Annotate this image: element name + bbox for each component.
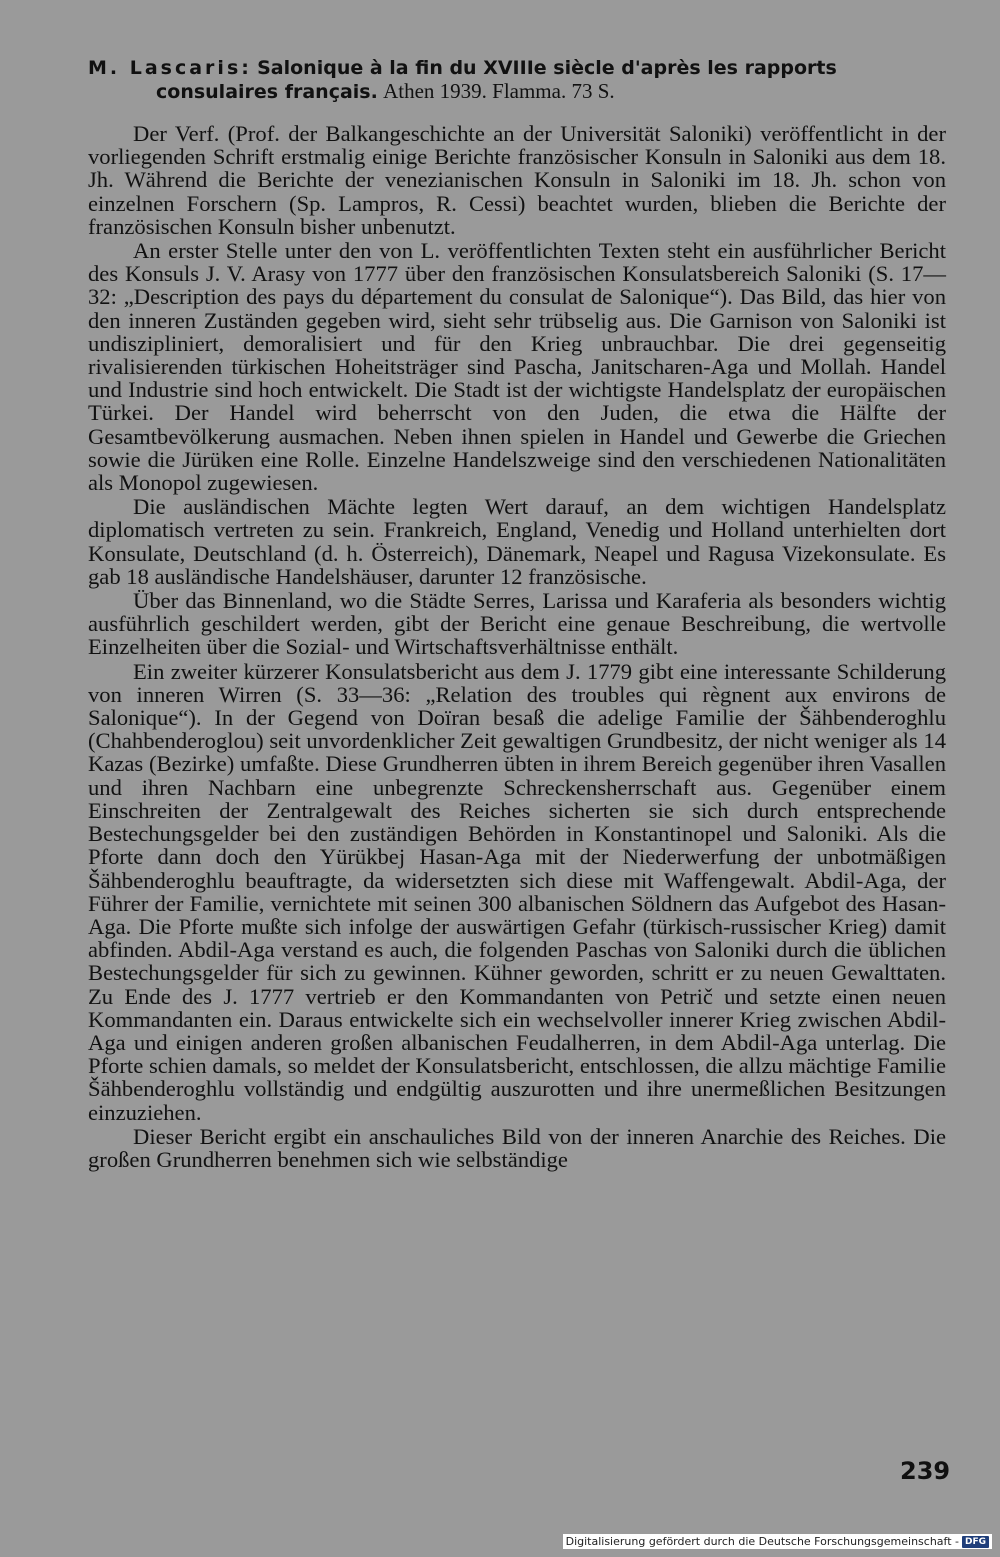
paragraph: Dieser Bericht ergibt ein anschauliches Bild von der inneren Anarchie des Reiches. Die großen Grundherren benehmen sich wie selbständige [88,1123,946,1172]
page-number: 239 [900,1457,951,1485]
book-title-line2: consulaires français. [156,81,378,103]
review-body [88,122,946,1171]
book-title-line1: Salonique à la fin du XVIIIe siècle d'après les rapports [257,57,837,79]
paragraph: An erster Stelle unter den von L. veröffentlichten Texten steht ein ausführlicher Bericht des Konsuls J. V. Arasy von 1777 über den französischen Konsulatsbereich Saloniki (S. 17—32: „Description des pays du département du consulat de Salonique“). Das Bild, das hier von den inneren Zuständen gegeben wird, sieht sehr trübselig aus. Die Garnison von Saloniki ist undiszipliniert, demoralisiert und für den Krieg unbrauchbar. Die drei gegenseitig rivalisierenden türkischen Hoheitsträger sind Pascha, Janitscharen-Aga und Mollah. Handel und Industrie sind hoch entwickelt. Die Stadt ist der wichtigste Handelsplatz der europäischen Türkei. Der Handel wird beherrscht von den Juden, die etwa die Hälfte der Gesamtbevölkerung ausmachen. Neben ihnen spielen in Handel und Gewerbe die Griechen sowie die Jürüken eine Rolle. Einzelne Handelszweige sind den verschiedenen Nationalitäten als Monopol zugewiesen. [88,238,946,496]
dfg-logo: DFG [962,1536,989,1548]
author-name: M. Lascaris: [88,57,252,79]
paragraph: Ein zweiter kürzerer Konsulatsbericht aus dem J. 1779 gibt eine interessante Schilderung von inneren Wirren (S. 33—36: „Relation des troubles qui règnent aux environs de Salonique“). In der Gegend von Doïran besaß die adelige Familie der Šähbenderoghlu (Chahbenderoglou) seit unvordenklicher Zeit gewaltigen Grundbesitz, der nicht weniger als 14 Kazas (Bezirke) umfaßte. Diese Grundherren übten in ihrem Bereich gegenüber ihren Vasallen und ihren Nachbarn eine unbegrenzte Schreckensherrschaft aus. Gegenüber einem Einschreiten der Zentralgewalt des Reiches sicherten sie sich durch entsprechende Bestechungsgelder bei den zuständigen Behörden in Konstantinopel und Saloniki. Als die Pforte dann doch den Yürükbej Hasan-Aga mit der Niederwerfung der unbotmäßigen Šähbenderoghlu beauftragte, da widersetzten sich diese mit Waffengewalt. Abdil-Aga, der Führer der Familie, vernichtete mit seinen 300 albanischen Söldnern das Aufgebot des Hasan-Aga. Die Pforte mußte sich infolge der auswärtigen Gefahr (türkisch-russischer Krieg) damit abfinden. Abdil-Aga verstand es auch, die folgenden Paschas von Saloniki durch die üblichen Bestechungsgelder für sich zu gewinnen. Kühner geworden, schritt er zu neuen Gewalttaten. Zu Ende des J. 1777 vertrieb er den Kommandanten von Petrič und setzte einen neuen Kommandanten ein. Daraus entwickelte sich ein wechselvoller innerer Krieg zwischen Abdil-Aga und einigen anderen großen albanischen Feudalherren, in dem Abdil-Aga unterlag. Die Pforte schien damals, so meldet der Konsulatsbericht, entschlossen, die allzu mächtige Familie Šähbenderoghlu vollständig und endgültig auszurotten und ihre unermeßlichen Besitzungen einzuziehen. [88,658,946,1125]
review-heading [88,56,946,104]
book-title-line2-wrap [88,80,946,104]
paragraph: Die ausländischen Mächte legten Wert darauf, an dem wichtigen Handelsplatz diplomatisch vertreten zu sein. Frankreich, England, Venedig und Holland unterhielten dort Konsulate, Deutschland (d. h. Österreich), Dänemark, Neapel und Ragusa Vizekonsulate. Es gab 18 ausländische Handelshäuser, darunter 12 französische. [88,494,946,589]
page-content [88,56,946,1171]
footer-text: Digitalisierung gefördert durch die Deutsche Forschungsgemeinschaft - [565,1535,959,1548]
paragraph: Der Verf. (Prof. der Balkangeschichte an der Universität Saloniki) veröffentlicht in der vorliegenden Schrift erstmalig einige Berichte französischer Konsuln in Saloniki aus dem 18. Jh. Während die Berichte der venezianischen Konsuln in Saloniki im 18. Jh. schon von einzelnen Forschern (Sp. Lampros, R. Cessi) beachtet wurden, blieben die Berichte der französischen Konsuln bisher unbenutzt. [88,121,946,239]
digitization-footer [563,1534,992,1549]
publication-info: Athen 1939. Flamma. 73 S. [383,79,615,103]
paragraph: Über das Binnenland, wo die Städte Serres, Larissa und Karaferia als besonders wichtig ausführlich geschildert werden, gibt der Bericht eine genaue Beschreibung, die wertvolle Einzelheiten über die Sozial- und Wirtschaftsverhältnisse enthält. [88,588,946,660]
